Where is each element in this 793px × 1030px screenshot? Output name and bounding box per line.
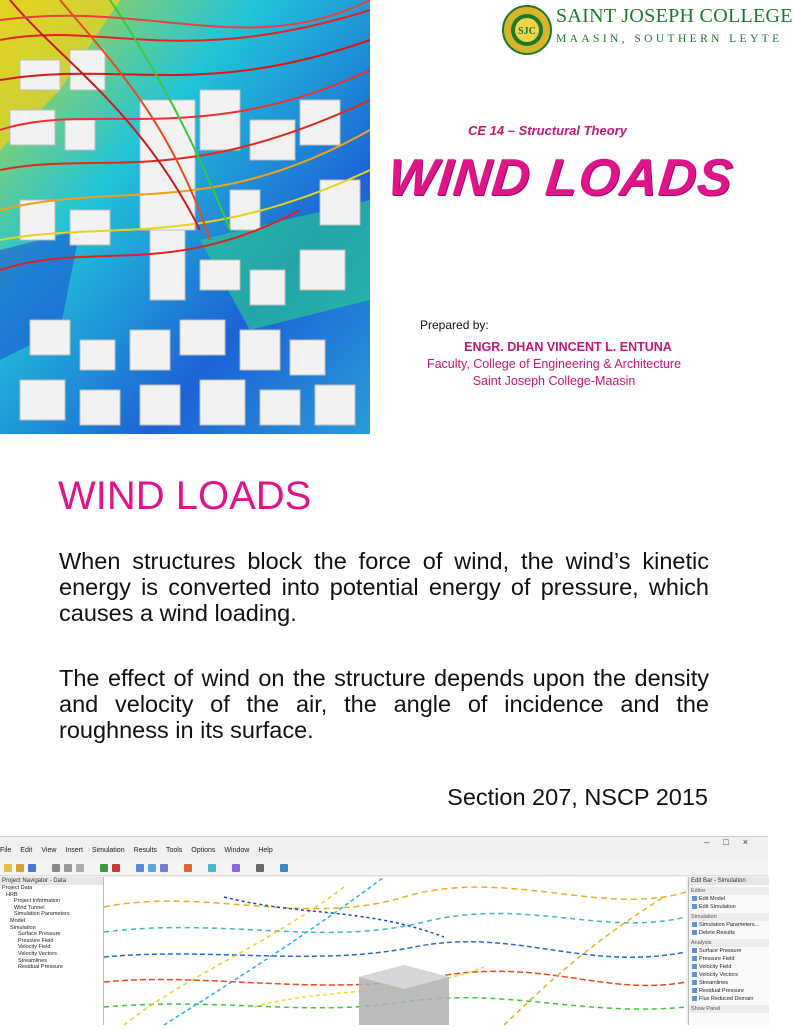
delete-results-item[interactable]: Delete Results xyxy=(689,929,769,937)
edit-bar-title: Edit Bar - Simulation xyxy=(689,877,769,885)
menu-tools[interactable]: Tools xyxy=(165,847,183,854)
effect-paragraph: The effect of wind on the structure depends upon the density and velocity of the air, the angle of incidence and the roughness in its surface. xyxy=(59,665,709,743)
edit-bar xyxy=(688,877,769,1025)
streamlines-item[interactable]: Streamlines xyxy=(689,979,769,987)
cfd-software-window xyxy=(0,836,768,1025)
copy-icon[interactable] xyxy=(64,864,72,872)
menu-view[interactable]: View xyxy=(41,847,57,854)
menu-edit[interactable]: Edit xyxy=(20,847,33,854)
toolbar xyxy=(0,861,768,876)
window-controls[interactable]: –□× xyxy=(704,837,762,847)
pressure-field-item[interactable]: Pressure Field xyxy=(689,955,769,963)
edit-model-item[interactable]: Edit Model xyxy=(689,895,769,903)
stop-icon[interactable] xyxy=(112,864,120,872)
course-title: CE 14 – Structural Theory xyxy=(468,123,627,138)
edit-section-editor: Editor xyxy=(689,887,769,895)
menu-simulation[interactable]: Simulation xyxy=(91,847,125,854)
residual-pressure-item[interactable]: Residual Pressure xyxy=(689,987,769,995)
menu-insert[interactable]: Insert xyxy=(65,847,83,854)
svg-text:SJC: SJC xyxy=(518,26,536,37)
title-slide xyxy=(0,0,793,434)
tree-item[interactable]: HRB xyxy=(6,891,18,898)
menu-results[interactable]: Results xyxy=(133,847,157,854)
tree-item[interactable]: Simulation Parameters xyxy=(14,911,70,918)
menu-window[interactable]: Window xyxy=(224,847,250,854)
streamline-icon[interactable] xyxy=(208,864,216,872)
slide-main-title: WIND LOADS xyxy=(384,149,737,207)
cut-icon[interactable] xyxy=(52,864,60,872)
export-icon[interactable] xyxy=(280,864,288,872)
tree-item[interactable]: Simulation xyxy=(10,924,36,931)
tree-item[interactable]: Project Data xyxy=(2,885,33,891)
menu-file[interactable]: File xyxy=(0,847,12,854)
tree-item[interactable]: Velocity Field xyxy=(18,944,51,951)
mesh-icon[interactable] xyxy=(184,864,192,872)
college-location: MAASIN, SOUTHERN LEYTE xyxy=(556,33,783,45)
surface-pressure-item[interactable]: Surface Pressure xyxy=(689,947,769,955)
edit-section-simulation: Simulation xyxy=(689,913,769,921)
author-role: Faculty, College of Engineering & Architecture xyxy=(426,357,682,371)
section-title: WIND LOADS xyxy=(58,474,312,518)
edit-section-show-panel: Show Panel xyxy=(689,1005,769,1013)
open-icon[interactable] xyxy=(16,864,24,872)
tree-item[interactable]: Pressure Field xyxy=(18,937,54,944)
code-reference: Section 207, NSCP 2015 xyxy=(447,784,708,810)
author-name: ENGR. DHAN VINCENT L. ENTUNA xyxy=(464,340,672,354)
edit-simulation-item[interactable]: Edit Simulation xyxy=(689,903,769,911)
settings-icon[interactable] xyxy=(256,864,264,872)
project-tree xyxy=(0,885,103,971)
view-icon[interactable] xyxy=(136,864,144,872)
save-icon[interactable] xyxy=(28,864,36,872)
menu-help[interactable]: Help xyxy=(258,847,273,854)
tree-item[interactable]: Model xyxy=(10,917,25,924)
rotate-icon[interactable] xyxy=(160,864,168,872)
menu-bar xyxy=(0,847,768,859)
cfd-city-wind-image xyxy=(0,0,370,434)
run-icon[interactable] xyxy=(100,864,108,872)
menu-options[interactable]: Options xyxy=(191,847,216,854)
tree-item[interactable]: Project Information xyxy=(14,898,61,905)
velocity-field-item[interactable]: Velocity Field xyxy=(689,963,769,971)
simulation-viewport[interactable] xyxy=(104,877,686,1025)
flux-reduced-domain-item[interactable]: Flux Reduced Domain xyxy=(689,995,769,1003)
college-seal-logo xyxy=(502,5,552,55)
paste-icon[interactable] xyxy=(76,864,84,872)
velocity-vectors-item[interactable]: Velocity Vectors xyxy=(689,971,769,979)
tree-item[interactable]: Wind Tunnel xyxy=(14,904,45,911)
navigator-title: Project Navigator - Data xyxy=(0,877,103,885)
zoom-icon[interactable] xyxy=(148,864,156,872)
college-name: SAINT JOSEPH COLLEGE xyxy=(556,5,793,27)
edit-section-analysis: Analysis xyxy=(689,939,769,947)
new-icon[interactable] xyxy=(4,864,12,872)
author-school: Saint Joseph College-Maasin xyxy=(472,374,636,388)
prepared-by-label: Prepared by: xyxy=(420,318,489,332)
tree-item[interactable]: Velocity Vectors xyxy=(18,950,57,957)
tree-item[interactable]: Surface Pressure xyxy=(18,931,61,938)
definition-paragraph: When structures block the force of wind, the wind’s kinetic energy is converted into potential energy of pressure, which causes a wind loading. xyxy=(59,548,709,626)
tree-item[interactable]: Residual Pressure xyxy=(18,964,63,971)
project-navigator xyxy=(0,877,104,1025)
results-icon[interactable] xyxy=(232,864,240,872)
simulation-parameters-item[interactable]: Simulation Parameters... xyxy=(689,921,769,929)
tree-item[interactable]: Streamlines xyxy=(18,957,48,964)
